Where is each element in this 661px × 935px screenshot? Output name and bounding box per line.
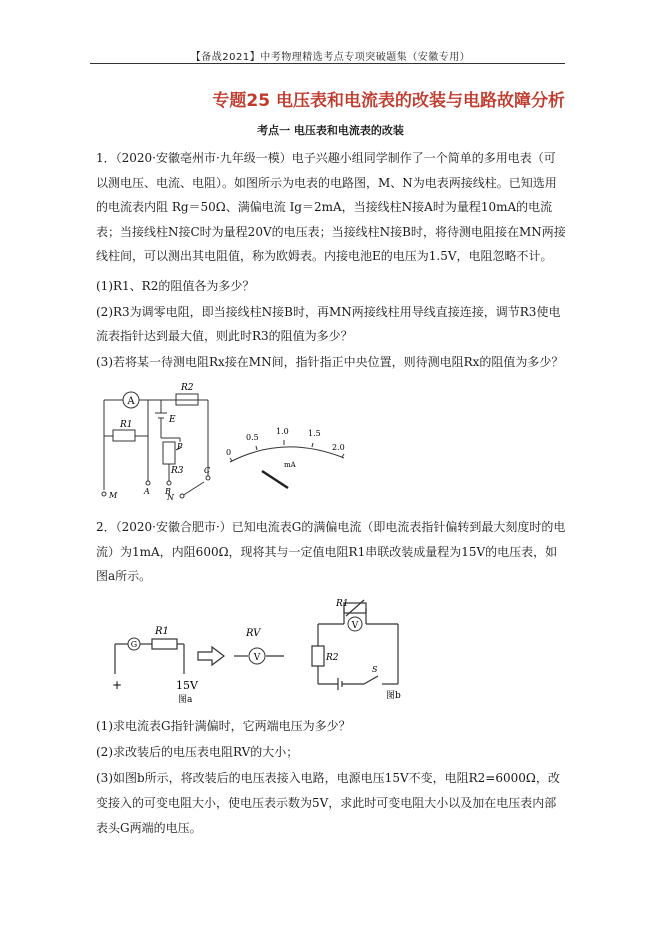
terminal-b-label: B — [165, 487, 171, 496]
dial-unit: mA — [284, 461, 296, 469]
figure-b-diagram — [306, 598, 416, 703]
dial-tick-1.0: 1.0 — [276, 427, 289, 436]
voltmeter-label: V — [253, 653, 261, 663]
problem1-q1: (1)R1、R2的阻值各为多少？ — [96, 279, 255, 293]
terminal-n — [180, 494, 184, 498]
battery-label: E — [169, 415, 176, 425]
terminal-c-label: C — [204, 466, 211, 475]
problem2-q1: (1)求电流表G指针满偏时，它两端电压为多少？ — [96, 719, 351, 733]
header-rule — [90, 63, 565, 64]
fig-a-15v-label: 15V — [176, 679, 198, 692]
page-header: 【备战2021】中考物理精选考点专项突破题集（安徽专用） — [190, 52, 471, 63]
r3-label: R3 — [171, 466, 184, 476]
galvanometer-label: G — [130, 640, 138, 649]
problem2-stem: 2．（2020·安徽合肥市·）已知电流表G的满偏电流（即电流表指针偏转到最大刻度时的电流）为1mA，内阻600Ω，现将其与一定值电阻R1串联改装成量程为15V的电压表，如图a所示。 — [96, 520, 566, 583]
r1-label: R1 — [120, 420, 133, 430]
problem2-q2: (2)求改装后的电压表电阻RV的大小； — [96, 745, 299, 759]
terminal-n-label: N — [167, 493, 174, 502]
fig-b-voltmeter-label: V — [351, 621, 359, 631]
terminal-m-label: M — [109, 491, 118, 500]
meter-needle — [262, 471, 288, 488]
fig-b-caption: 图b — [386, 691, 401, 701]
fig-b-switch-label: S — [372, 665, 378, 674]
r2-label: R2 — [181, 383, 194, 393]
section-heading: 考点一 电压表和电流表的改装 — [257, 124, 404, 137]
problem2-q3: (3)如图b所示，将改装后的电压表接入电路，电源电压15V不变，电阻R2=6000Ω，改变接入的可变电阻大小，使电压表示数为5V，求此时可变电阻大小以及加在电压表内部表头G两端的电压。 — [96, 771, 560, 835]
problem1-stem: 1．（2020·安徽亳州市·九年级一模）电子兴趣小组同学制作了一个简单的多用电表（可以测电压、电流、电阻）。如图所示为电表的电路图，M、N为电表两接线柱。已知选用的电流表内阻 Rg＝50Ω、满偏电流 Ig＝2mA，当接线柱N接A时为量程10mA的电流表；当接线柱N接C时为量程20V的电压表；当接线柱N接B时，将待测电阻接在MN两接线柱间，可以测出其电阻值，称为欧姆表。内接电池E的电压为1.5V，电阻忽略不计。 — [96, 151, 566, 263]
topic-title: 专题25 电压表和电流表的改装与电路故障分析 — [212, 91, 565, 111]
dial-tick-1.5: 1.5 — [308, 429, 321, 438]
fig-b-r1-label: R1 — [336, 599, 349, 609]
terminal-b — [167, 481, 171, 485]
problem1-q3: (3)若将某一待测电阻Rx接在MN间，指针指正中央位置，则待测电阻Rx的阻值为多少？ — [96, 355, 564, 369]
dial-tick-0.5: 0.5 — [246, 433, 259, 442]
terminal-a — [146, 481, 150, 485]
figure-a-diagram — [100, 604, 300, 704]
terminal-c — [206, 476, 210, 480]
terminal-a-label: A — [144, 487, 150, 496]
fig-a-r1-label: R1 — [155, 626, 169, 637]
ammeter-label: A — [127, 396, 135, 407]
dial-tick-2.0: 2.0 — [332, 443, 345, 452]
slider-label: P — [177, 442, 183, 451]
problem1-q2: (2)R3为调零电阻，即当接线柱N接B时，再MN两接线柱用导线直接连接，调节R3使电流表指针达到最大值，则此时R3的阻值为多少？ — [96, 305, 561, 343]
fig-a-plus-label: + — [112, 678, 123, 692]
dial-tick-0: 0 — [226, 448, 232, 457]
multimeter-circuit-diagram — [96, 378, 226, 503]
fig-a-caption: 图a — [178, 695, 193, 704]
meter-dial-diagram — [222, 412, 352, 502]
rv-label: RV — [246, 628, 261, 639]
fig-b-r2-label: R2 — [326, 653, 339, 663]
terminal-m — [102, 492, 106, 496]
